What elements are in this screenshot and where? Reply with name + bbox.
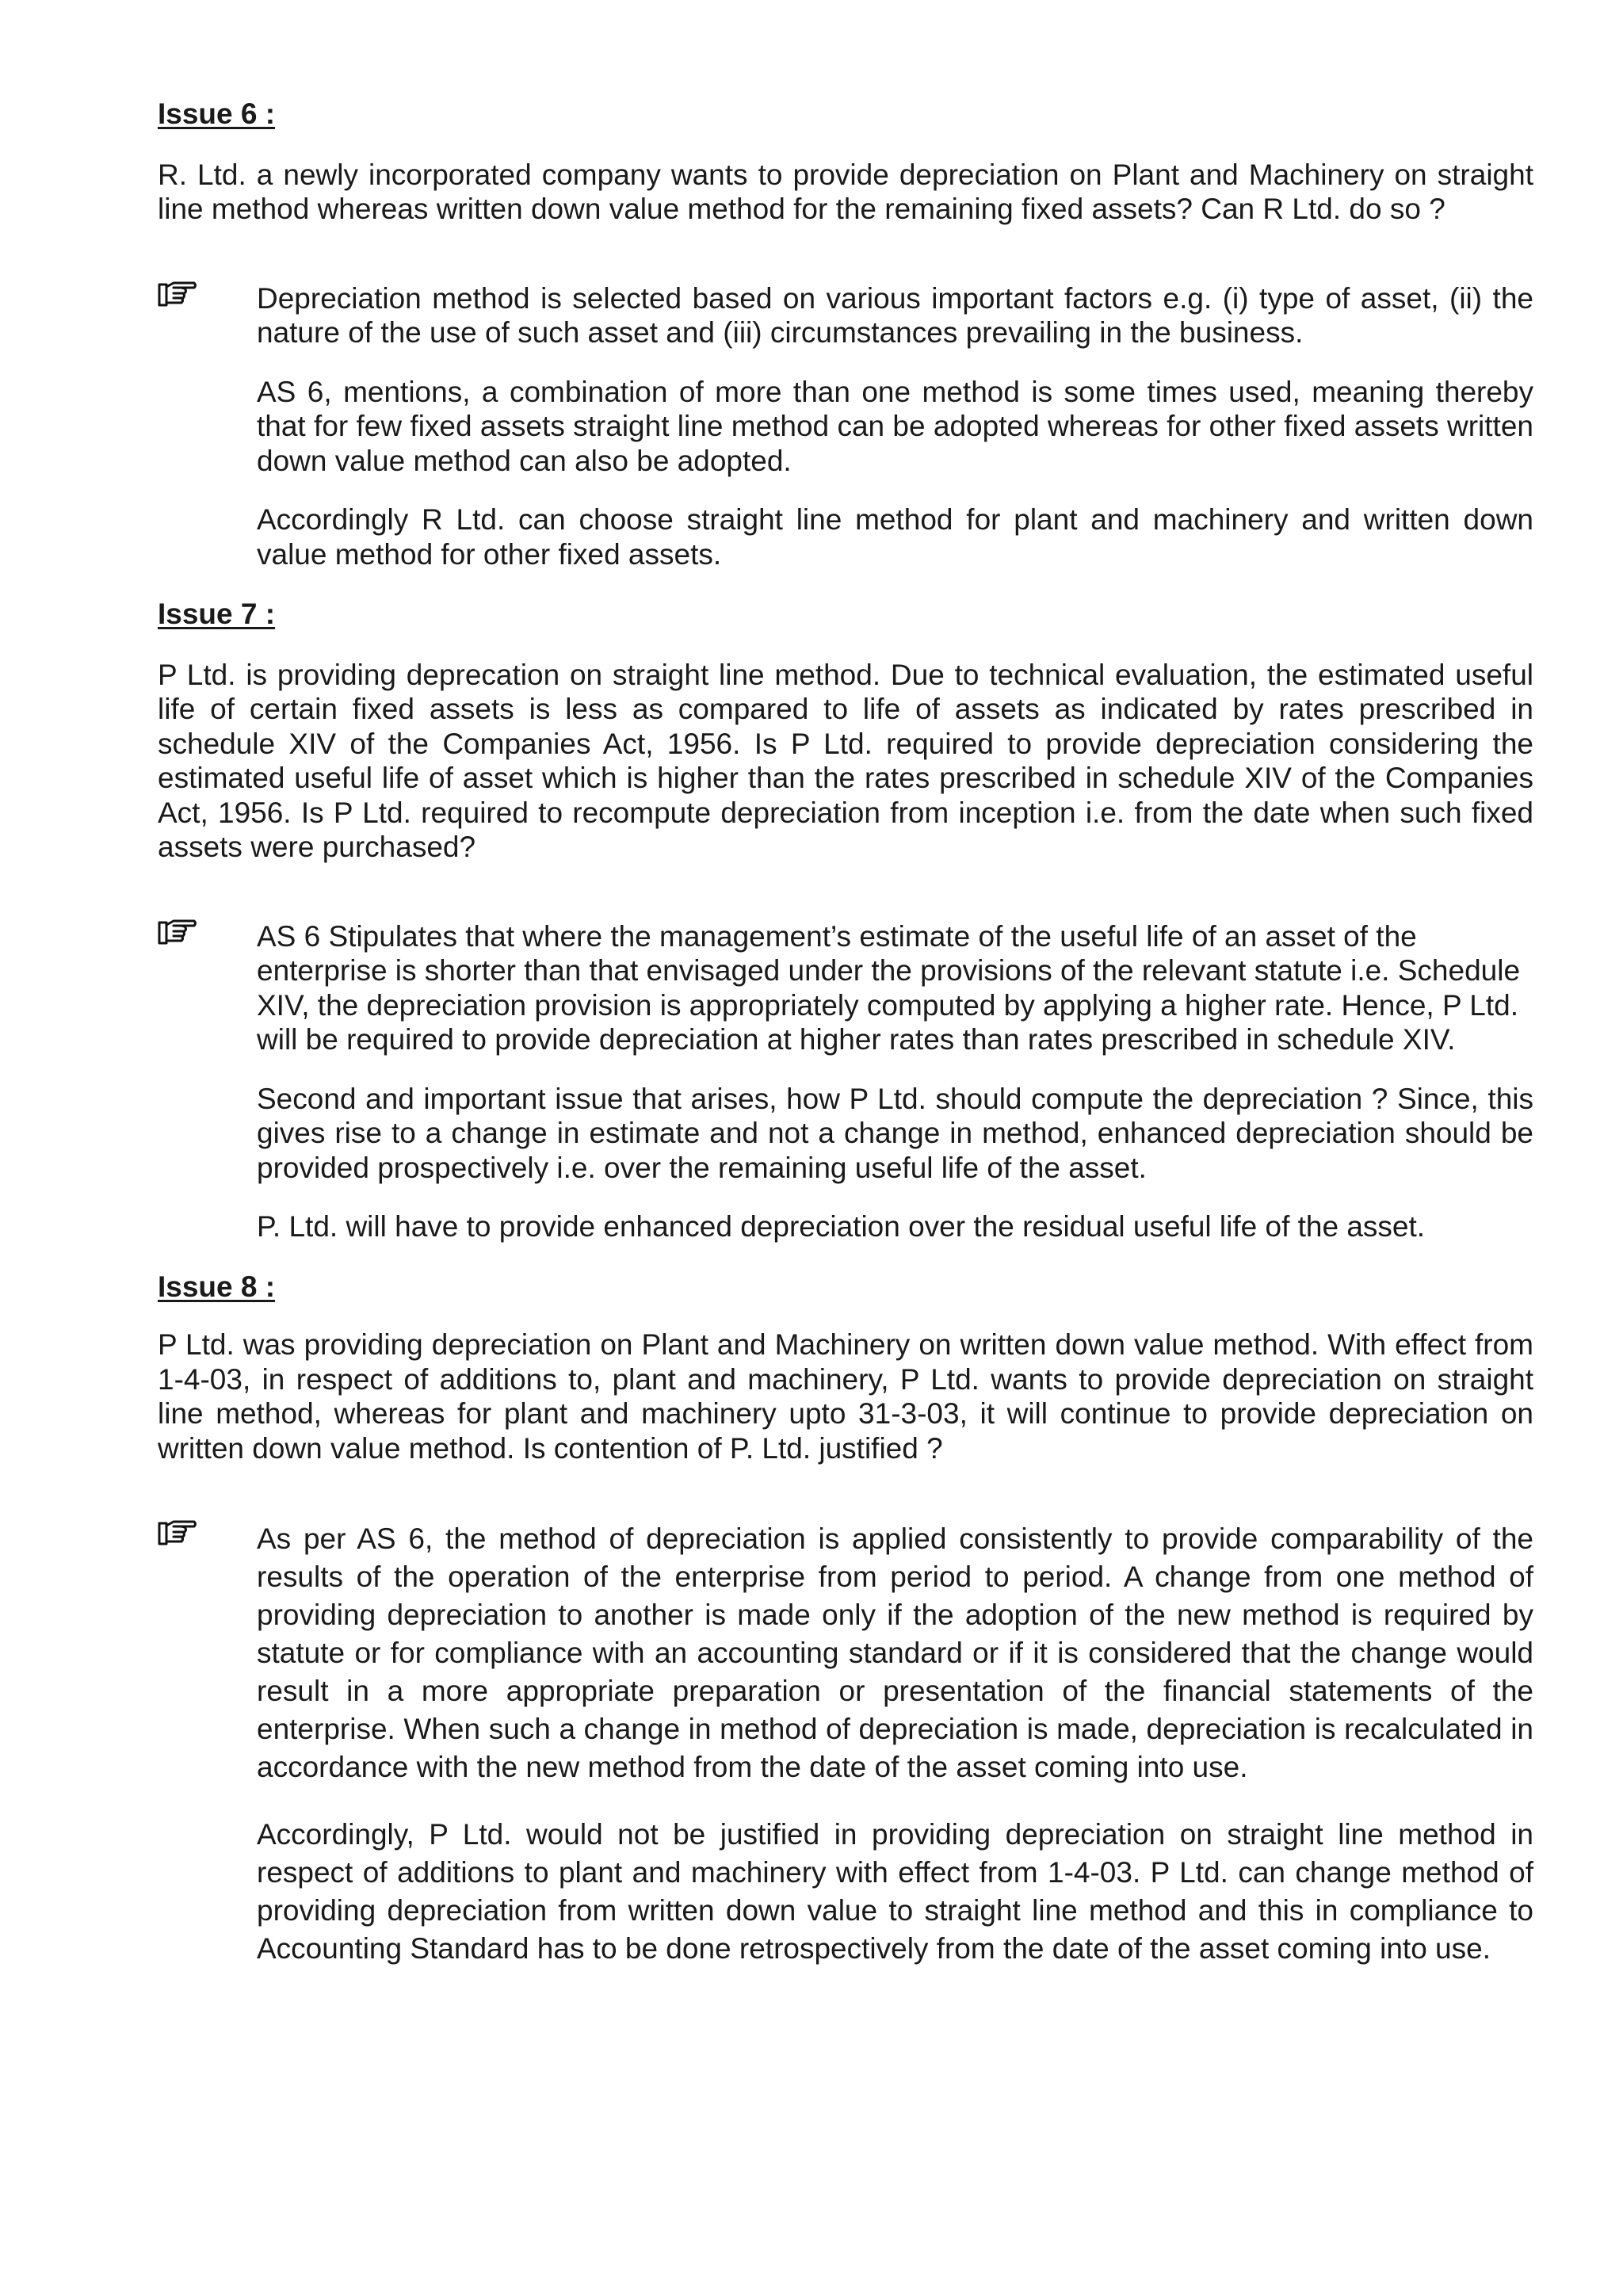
issue-7-question: P Ltd. is providing deprecation on straight line method. Due to technical evaluation, the estimated useful life of certain fixed assets is less as compared to life of assets as indicated by rates prescribed in schedule XIV of the Companies Act, 1956. Is P Ltd. required to provide depreciation considering the estimated useful life of asset which is higher than the rates prescribed in schedule XIV of the Companies Act, 1956. Is P Ltd. required to recompute depreciation from inception i.e. from the date when such fixed assets were purchased? — [158, 658, 1533, 863]
issue-8-answer-paragraph-2: Accordingly, P Ltd. would not be justified in providing depreciation on straight line method in respect of additions to plant and machinery with effect from 1-4-03. P Ltd. can change method of providing depreciation from written down value to straight line method and this in compliance to Accounting Standard has to be done retrospectively from the date of the asset coming into use. — [257, 1818, 1533, 1965]
issue-8-section — [158, 1270, 1533, 1969]
pointing-hand-icon — [158, 1517, 197, 1547]
issue-8-heading: Issue 8 : — [158, 1270, 276, 1303]
document-page — [158, 97, 1533, 1968]
issue-6-answer-paragraph-3: Accordingly R Ltd. can choose straight line method for plant and machinery and written down value method for other fixed assets. — [257, 503, 1533, 571]
issue-6-question: R. Ltd. a newly incorporated company wants to provide depreciation on Plant and Machinery on straight line method whereas written down value method for the remaining fixed assets? Can R Ltd. do so ? — [158, 158, 1533, 225]
issue-8-question: P Ltd. was providing depreciation on Plant and Machinery on written down value method. With effect from 1-4-03, in respect of additions to, plant and machinery, P Ltd. wants to provide depreciation on straight line method, whereas for plant and machinery upto 31-3-03, it will continue to provide depreciation on written down value method. Is contention of P. Ltd. justified ? — [158, 1328, 1533, 1465]
issue-6-section — [158, 97, 1533, 571]
issue-7-heading: Issue 7 : — [158, 598, 276, 630]
pointing-hand-icon — [158, 916, 197, 946]
issue-8-answer-paragraph-1: As per AS 6, the method of depreciation is applied consistently to provide comparability of the results of the operation of the enterprise from period to period. A change from one method of providing depreciation to another is made only if the adoption of the new method is required by statute or for compliance with an accounting standard or if it is considered that the change would result in a more appropriate preparation or presentation of the financial statements of the enterprise. When such a change in method of depreciation is made, depreciation is recalculated in accordance with the new method from the date of the asset coming into use. — [257, 1522, 1533, 1783]
issue-8-answer — [158, 1520, 1533, 1968]
pointing-hand-icon — [158, 278, 197, 308]
issue-7-answer-paragraph-1: AS 6 Stipulates that where the management’s estimate of the useful life of an asset of the enterprise is shorter than that envisaged under the provisions of the relevant statute i.e. Schedule XIV, the depreciation provision is appropriately computed by applying a higher rate. Hence, P Ltd. will be required to provide depreciation at higher rates than rates prescribed in schedule XIV. — [257, 919, 1521, 1056]
issue-6-answer — [158, 281, 1533, 572]
issue-7-section — [158, 597, 1533, 1244]
issue-6-heading: Issue 6 : — [158, 97, 276, 130]
issue-7-answer-paragraph-3: P. Ltd. will have to provide enhanced depreciation over the residual useful life of the asset. — [257, 1210, 1426, 1243]
issue-6-answer-paragraph-1: Depreciation method is selected based on various important factors e.g. (i) type of asset, (ii) the nature of the use of such asset and (iii) circumstances prevailing in the business. — [257, 281, 1533, 349]
issue-6-answer-paragraph-2: AS 6, mentions, a combination of more than one method is some times used, meaning thereby that for few fixed assets straight line method can be adopted whereas for other fixed assets written down value method can also be adopted. — [257, 375, 1533, 477]
issue-7-answer-paragraph-2: Second and important issue that arises, how P Ltd. should compute the depreciation ? Since, this gives rise to a change in estimate and not a change in method, enhanced depreciation should be provided prospectively i.e. over the remaining useful life of the asset. — [257, 1082, 1533, 1184]
issue-7-answer — [158, 919, 1533, 1244]
